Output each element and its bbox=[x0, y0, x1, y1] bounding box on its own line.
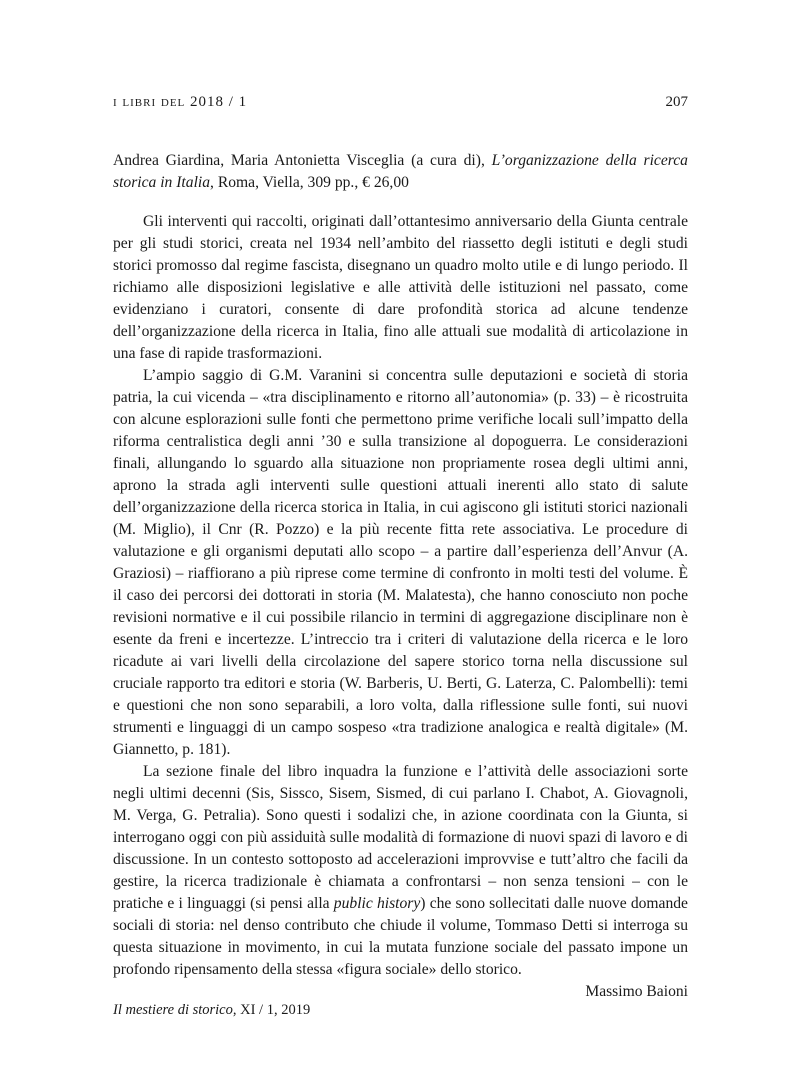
paragraph-3 bbox=[113, 761, 688, 981]
reviewer-signature: Massimo Baioni bbox=[585, 983, 688, 1000]
review-body bbox=[113, 211, 688, 1003]
citation-authors: Andrea Giardina, Maria Antonietta Visceglia (a cura di), bbox=[113, 152, 492, 169]
book-citation bbox=[113, 150, 688, 194]
citation-title: L’organizzazione della ricerca storica in Italia bbox=[113, 152, 688, 191]
paragraph-3-part-1: La sezione finale del libro inquadra la funzione e l’attività delle associazioni sorte negli ultimi decenni (Sis, Sissco, Sisem, Sismed, di cui parlano I. Chabot, A. Giovagnoli, M. Verga, G. Petralia). Sono questi i sodalizi che, in azione coordinata con la Giunta, si interrogano oggi con più assiduità sulle modalità di formazione di nuovi spazi di lavoro e di discussione. In un contesto sottoposto ad accelerazioni improvvise e tutt’altro che facili da gestire, la ricerca tradizionale è chiamata a confrontarsi – non senza tensioni – con le pratiche e i linguaggi (si pensi alla bbox=[113, 763, 688, 912]
paragraph-3-italic: public history bbox=[333, 895, 421, 912]
footer-journal: Il mestiere di storico bbox=[113, 1002, 233, 1018]
paragraph-1: Gli interventi qui raccolti, originati dall’ottantesimo anniversario della Giunta centrale per gli studi storici, creata nel 1934 nell’ambito del riassetto degli istituti e degli studi storici promosso dal regime fascista, disegnano un quadro molto utile e di lungo periodo. Il richiamo alle disposizioni legislative e alle attività delle istituzioni nel passato, come evidenziano i curatori, consente di dare profondità storica ad alcune tendenze dell’organizzazione della ricerca in Italia, fino alle attuali sue modalità di articolazione in una fase di rapide trasformazioni. bbox=[113, 213, 688, 362]
running-title: i libri del 2018 / 1 bbox=[113, 94, 248, 110]
page-footer bbox=[113, 1000, 688, 1020]
citation-details: , Roma, Viella, 309 pp., € 26,00 bbox=[210, 174, 409, 191]
paragraph-3-part-2: ) che sono sollecitati dalle nuove domande sociali di storia: nel denso contributo che chiude il volume, Tommaso Detti si interroga su questa situazione in movimento, in cui la mutata funzione sociale del passato impone un profondo ripensamento della stessa «figura sociale» dello storico. bbox=[113, 895, 688, 978]
footer-issue: , XI / 1, 2019 bbox=[232, 1002, 311, 1018]
page-number: 207 bbox=[665, 94, 688, 110]
running-head bbox=[113, 92, 688, 112]
paragraph-2: L’ampio saggio di G.M. Varanini si concentra sulle deputazioni e società di storia patria, la cui vicenda – «tra disciplinamento e ritorno all’autonomia» (p. 33) – è ricostruita con alcune esplorazioni sulle fonti che permettono prime verifiche locali sull’impatto della riforma centralistica degli anni ’30 e sulla transizione al dopoguerra. Le considerazioni finali, allungando lo sguardo alla situazione non propriamente rosea degli ultimi anni, aprono la strada agli interventi sulle questioni attuali inerenti allo stato di salute dell’organizzazione della ricerca storica in Italia, in cui agiscono gli istituti storici nazionali (M. Miglio), il Cnr (R. Pozzo) e la più recente fitta rete associativa. Le procedure di valutazione e gli organismi deputati allo scopo – a partire dall’esperienza dell’Anvur (A. Graziosi) – riaffiorano a più riprese come termine di confronto in molti testi del volume. È il caso dei percorsi dei dottorati in storia (M. Malatesta), che hanno conosciuto non poche revisioni normative e il cui possibile rilancio in termini di aggregazione disciplinare non è esente da freni e incertezze. L’intreccio tra i criteri di valutazione della ricerca e le loro ricadute ai vari livelli della circolazione del sapere storico torna nella discussione sul cruciale rapporto tra editori e storia (W. Barberis, U. Berti, G. Laterza, C. Palombelli): temi e questioni che non sono separabili, a loro volta, dalla riflessione sulle fonti, sui nuovi strumenti e linguaggi di un campo sospeso «tra tradizione analogica e realtà digitale» (M. Giannetto, p. 181). bbox=[113, 367, 688, 758]
